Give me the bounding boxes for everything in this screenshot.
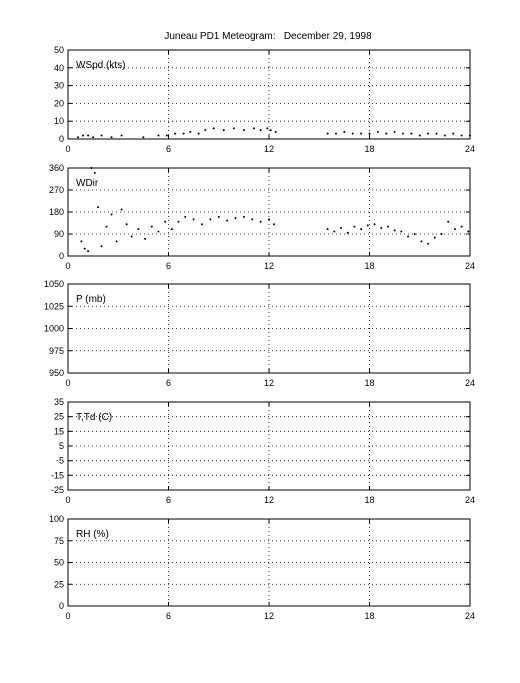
panel-1-data-point — [427, 133, 429, 135]
panel-2-ytick-label: 270 — [48, 185, 64, 195]
panel-4-xtick-label: 12 — [263, 495, 275, 505]
panel-1-data-point — [233, 127, 235, 129]
panel-1-data-point — [189, 131, 191, 133]
panel-2-series-label: WDir — [76, 178, 99, 189]
panel-5-xtick-label: 24 — [464, 611, 476, 621]
panel-1-data-point — [452, 133, 454, 135]
panel-1-ytick-label: 40 — [53, 62, 64, 73]
panel-2-data-point — [235, 217, 237, 219]
panel-1-data-point — [121, 134, 123, 136]
panel-1-xtick-label: 0 — [65, 144, 71, 154]
panel-4-ytick-label: -15 — [50, 470, 64, 481]
panel-2-data-point — [97, 206, 99, 208]
panel-2-data-point — [367, 224, 369, 226]
panel-3-xtick-label: 24 — [464, 378, 476, 388]
panel-5-ytick-label: 75 — [53, 535, 64, 546]
panel-2-data-point — [387, 226, 389, 228]
panel-2-data-point — [121, 209, 123, 211]
panel-5-xtick-label: 18 — [364, 611, 375, 621]
panel-2-data-point — [353, 226, 355, 228]
panel-2-data-point — [400, 231, 402, 233]
panel-2-data-point — [178, 221, 180, 223]
panel-2-ytick-label: 180 — [48, 207, 64, 217]
panel-2-data-point — [131, 235, 133, 237]
panel-2-xtick-label: 12 — [263, 261, 275, 271]
panel-5-xtick-label: 12 — [263, 611, 275, 621]
panel-2-data-point — [251, 218, 253, 220]
figure-title: Juneau PD1 Meteogram: December 29, 1998 — [164, 31, 372, 42]
panel-1-data-point — [469, 134, 471, 136]
panel-2-xtick-label: 0 — [65, 261, 71, 271]
panel-2-data-point — [268, 218, 270, 220]
panel-1-data-point — [410, 133, 412, 135]
panel-4-ytick-label: 15 — [53, 426, 64, 437]
panel-2-xtick-label: 24 — [464, 261, 476, 271]
panel-1-data-point — [101, 134, 103, 136]
panel-1-xtick-label: 6 — [165, 144, 172, 154]
panel-1-ytick-label: 10 — [53, 116, 64, 127]
panel-5-ytick-label: 100 — [48, 514, 64, 524]
panel-2-data-point — [260, 221, 262, 223]
panel-2-data-point — [273, 223, 275, 225]
panel-1-data-point — [360, 133, 362, 135]
panel-1-data-point — [419, 134, 421, 136]
panel-3-xtick-label: 18 — [364, 378, 375, 388]
panel-1-data-point — [402, 133, 404, 135]
panel-2-data-point — [380, 227, 382, 229]
panel-4-ytick-label: 35 — [53, 397, 64, 407]
panel-2-data-point — [144, 238, 146, 240]
panel-4-ytick-label: 5 — [58, 441, 64, 451]
panel-1-data-point — [385, 133, 387, 135]
panel-2-data-point — [441, 233, 443, 235]
panel-1-xtick-label: 12 — [263, 144, 275, 154]
panel-1-data-point — [394, 131, 396, 133]
panel-1-data-point — [183, 133, 185, 135]
panel-2-data-point — [94, 172, 96, 174]
panel-2-ytick-label: 90 — [53, 229, 64, 239]
panel-4-xtick-label: 18 — [364, 495, 375, 505]
panel-2-data-point — [461, 226, 463, 228]
panel-2-data-point — [340, 227, 342, 229]
panel-2-data-point — [111, 213, 113, 215]
panel-1-data-point — [377, 131, 379, 133]
panel-2-xtick-label: 18 — [364, 261, 375, 271]
panel-1-data-point — [223, 129, 225, 131]
panel-5-ytick-label: 25 — [53, 579, 64, 590]
panel-1-data-point — [92, 136, 94, 138]
panel-2-data-point — [420, 240, 422, 242]
panel-5-xtick-label: 6 — [165, 611, 172, 621]
panel-2-data-point — [407, 235, 409, 237]
panel-1-data-point — [335, 133, 337, 135]
panel-3-ytick-label: 1000 — [43, 323, 64, 334]
panel-1-data-point — [260, 129, 262, 131]
panel-5-series-label: RH (%) — [76, 529, 109, 540]
panel-2-data-point — [84, 248, 86, 250]
panel-2-data-point — [374, 223, 376, 225]
panel-1-xtick-label: 18 — [364, 144, 375, 154]
panel-1-data-point — [352, 133, 354, 135]
panel-2-data-point — [209, 218, 211, 220]
panel-2-data-point — [116, 240, 118, 242]
panel-2-ytick-label: 360 — [48, 163, 64, 173]
panel-1-data-point — [266, 127, 268, 129]
panel-4-ytick-label: 25 — [53, 411, 64, 422]
panel-2-data-point — [414, 233, 416, 235]
panel-1-ytick-label: 30 — [53, 80, 64, 91]
panel-1-ytick-label: 0 — [58, 134, 64, 144]
panel-2-data-point — [80, 240, 82, 242]
panel-2-data-point — [90, 167, 92, 169]
panel-4-xtick-label: 0 — [65, 495, 71, 505]
panel-1-data-point — [444, 134, 446, 136]
panel-1-data-point — [327, 133, 329, 135]
panel-3-ytick-label: 950 — [48, 368, 64, 378]
panel-2-data-point — [360, 228, 362, 230]
panel-2-data-point — [226, 220, 228, 222]
panel-1-data-point — [174, 133, 176, 135]
panel-2-data-point — [87, 250, 89, 252]
panel-2-data-point — [447, 221, 449, 223]
panel-2-data-point — [394, 229, 396, 231]
panel-2-data-point — [333, 231, 335, 233]
panel-2-data-point — [193, 218, 195, 220]
panel-2-data-point — [184, 216, 186, 218]
panel-1-data-point — [77, 136, 79, 138]
panel-2-data-point — [137, 228, 139, 230]
panel-2-data-point — [434, 237, 436, 239]
panel-2-data-point — [347, 232, 349, 234]
panel-1-data-point — [343, 131, 345, 133]
panel-2-data-point — [151, 226, 153, 228]
panel-1-xtick-label: 24 — [464, 144, 476, 154]
panel-2-data-point — [201, 223, 203, 225]
panel-1-data-point — [253, 127, 255, 129]
panel-2-data-point — [467, 231, 469, 233]
panel-2-data-point — [243, 216, 245, 218]
panel-1-data-point — [243, 129, 245, 131]
panel-4-xtick-label: 6 — [165, 495, 172, 505]
panel-2-ytick-label: 0 — [58, 251, 64, 261]
panel-1-data-point — [142, 136, 144, 138]
panel-5-xtick-label: 0 — [65, 611, 71, 621]
panel-3-ytick-label: 1050 — [43, 279, 64, 289]
panel-1-data-point — [213, 127, 215, 129]
panel-2-data-point — [427, 243, 429, 245]
panel-1-data-point — [461, 134, 463, 136]
panel-1-data-point — [157, 134, 159, 136]
panel-2-data-point — [218, 216, 220, 218]
panel-1-data-point — [436, 133, 438, 135]
panel-3-xtick-label: 12 — [263, 378, 275, 388]
panel-2-data-point — [164, 221, 166, 223]
panel-2-data-point — [454, 228, 456, 230]
panel-1-series-label: WSpd (kts) — [76, 60, 126, 71]
panel-5-ytick-label: 0 — [58, 601, 64, 611]
panel-3-xtick-label: 6 — [165, 378, 172, 388]
panel-4-ytick-label: -25 — [50, 485, 64, 495]
panel-5-ytick-label: 50 — [53, 557, 64, 568]
panel-1-data-point — [166, 134, 168, 136]
panel-1-ytick-label: 20 — [53, 98, 64, 109]
panel-4-xtick-label: 24 — [464, 495, 476, 505]
panel-1-data-point — [198, 133, 200, 135]
panel-2-data-point — [171, 228, 173, 230]
panel-2-xtick-label: 6 — [165, 261, 172, 271]
panel-1-data-point — [111, 136, 113, 138]
panel-2-data-point — [327, 228, 329, 230]
panel-1-data-point — [270, 129, 272, 131]
panel-2-data-point — [157, 231, 159, 233]
panel-4-series-label: T,Td (C) — [76, 412, 113, 423]
panel-1-data-point — [87, 134, 89, 136]
panel-4-ytick-label: -5 — [55, 455, 64, 466]
panel-1-data-point — [204, 129, 206, 131]
panel-1-data-point — [275, 131, 277, 133]
panel-1-data-point — [82, 134, 84, 136]
panel-3-ytick-label: 975 — [48, 345, 64, 356]
panel-3-series-label: P (mb) — [76, 294, 106, 305]
panel-2-data-point — [126, 223, 128, 225]
panel-1-ytick-label: 50 — [53, 45, 64, 55]
panel-2-data-point — [101, 245, 103, 247]
panel-2-data-point — [106, 226, 108, 228]
panel-1-data-point — [369, 133, 371, 135]
panel-3-xtick-label: 0 — [65, 378, 71, 388]
panel-3-ytick-label: 1025 — [43, 301, 64, 312]
